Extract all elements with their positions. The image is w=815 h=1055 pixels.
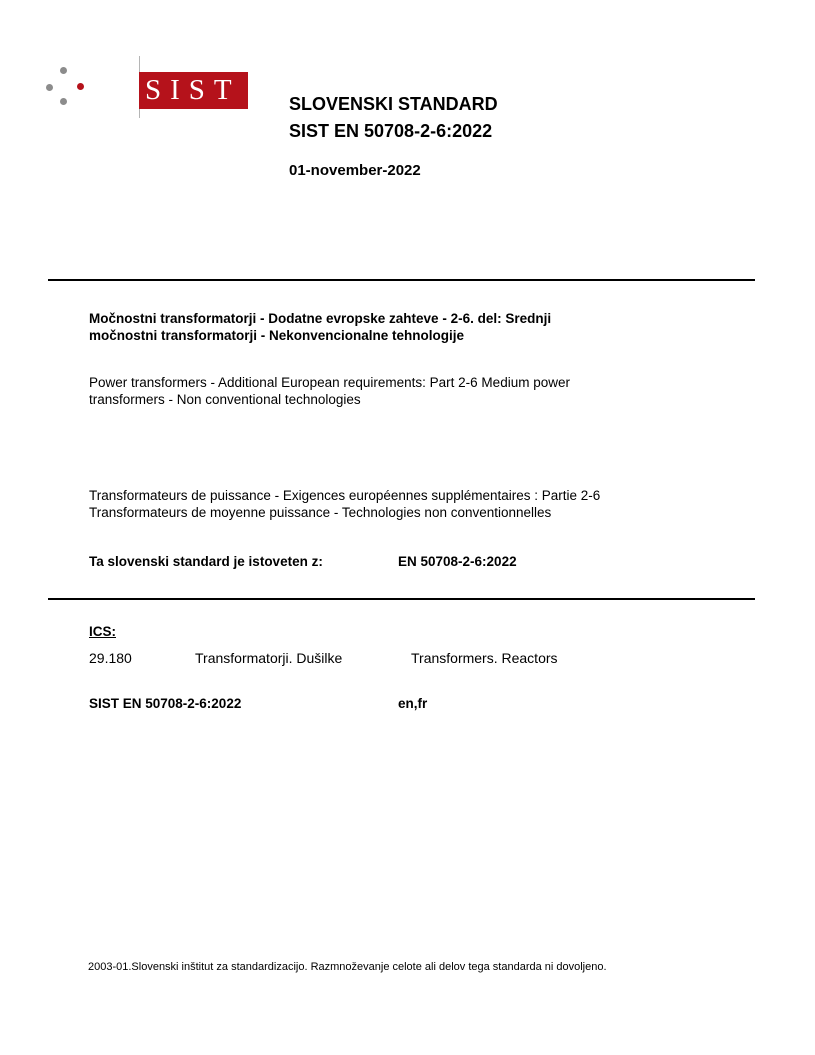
footer-languages: en,fr — [398, 696, 428, 711]
ics-code: 29.180 — [89, 650, 132, 666]
sist-logo — [46, 56, 241, 120]
divider-top — [48, 279, 755, 281]
logo-dot — [60, 98, 67, 105]
title-slovenian-line: močnostni transformatorji - Nekonvencionalne tehnologije — [89, 328, 465, 343]
logo-wordmark: SIST — [139, 72, 248, 109]
publication-date: 01-november-2022 — [289, 162, 421, 179]
document-type: SLOVENSKI STANDARD — [289, 94, 498, 114]
footer-standard-code: SIST EN 50708-2-6:2022 — [89, 696, 242, 711]
title-slovenian — [89, 310, 551, 344]
ics-label: ICS: — [89, 624, 116, 639]
logo-dot — [46, 84, 53, 91]
identity-label: Ta slovenski standard je istoveten z: — [89, 554, 323, 569]
title-english-line: Power transformers - Additional European requirements: Part 2-6 Medium power — [89, 375, 570, 390]
identity-value: EN 50708-2-6:2022 — [398, 554, 517, 569]
title-french — [89, 487, 600, 521]
title-english-line: transformers - Non conventional technologies — [89, 392, 361, 407]
ics-description-sl: Transformatorji. Dušilke — [195, 650, 343, 666]
logo-dot-red — [77, 83, 84, 90]
title-french-line: Transformateurs de moyenne puissance - Technologies non conventionnelles — [89, 505, 552, 520]
divider-bottom — [48, 598, 755, 600]
title-french-line: Transformateurs de puissance - Exigences européennes supplémentaires : Partie 2-6 — [89, 488, 601, 503]
title-slovenian-line: Močnostni transformatorji - Dodatne evropske zahteve - 2-6. del: Srednji — [89, 311, 552, 326]
title-english — [89, 374, 570, 408]
copyright-notice: 2003-01.Slovenski inštitut za standardizacijo. Razmnoževanje celote ali delov tega standarda ni dovoljeno. — [88, 961, 607, 973]
logo-dot — [60, 67, 67, 74]
standard-code: SIST EN 50708-2-6:2022 — [289, 121, 493, 141]
ics-description-en: Transformers. Reactors — [411, 650, 558, 666]
